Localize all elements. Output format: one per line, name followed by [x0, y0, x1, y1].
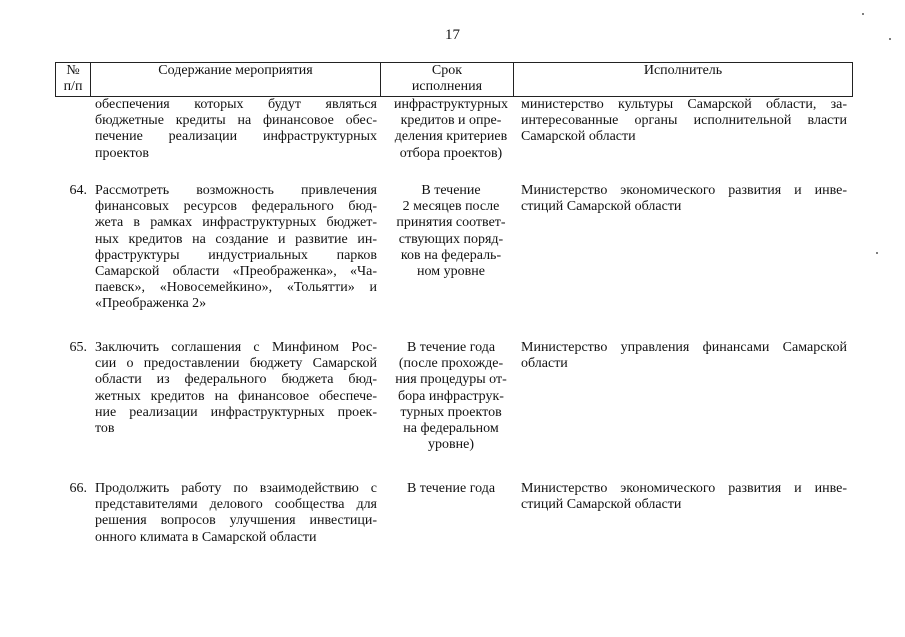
content-text-line: обеспечения которых будут являться — [95, 97, 377, 112]
term-text-line: инфраструктурных — [393, 97, 509, 112]
content-text-line: сии о предоставлении бюджету Самарской — [95, 356, 377, 372]
executor-text-line: стиций Самарской области — [521, 199, 682, 215]
content-text-line: бюджетные кредиты на финансовое обес- — [95, 113, 377, 129]
header-executor: Исполнитель — [514, 63, 853, 97]
row-number: 66. — [69, 481, 87, 496]
term-text-line: ном уровне — [417, 264, 485, 280]
term-text-line: ния процедуры от- — [395, 372, 507, 388]
scan-speck — [889, 38, 891, 40]
content-text-line: Заключить соглашения с Минфином Рос- — [95, 340, 377, 355]
term-text-line: В течение года — [406, 340, 496, 355]
term-text-line: турных проектов — [400, 404, 502, 420]
term-text — [389, 340, 513, 453]
header-term-line: исполнения — [411, 79, 483, 94]
executor-text-line: интересованные органы исполнительной власти — [521, 113, 847, 129]
executor-text-line: Самарской области — [521, 129, 636, 145]
term-text-line: ствующих поряд- — [398, 231, 504, 247]
table-header — [55, 62, 853, 97]
term-text-line: принятия соответ- — [396, 215, 506, 231]
term-text-line: на федеральном — [403, 421, 499, 437]
term-text — [389, 183, 513, 280]
content-text-line: жетных кредитов на финансовое обеспече- — [95, 388, 377, 404]
content-text-line: онного климата в Самарской области — [95, 529, 317, 545]
content-text — [95, 183, 377, 313]
content-text-line: финансовых ресурсов федерального бюд- — [95, 199, 377, 215]
row-number: 64. — [69, 183, 87, 198]
content-text-line: представителями делового сообщества для — [95, 497, 377, 513]
content-text-line: проектов — [95, 145, 150, 161]
executor-text — [521, 183, 847, 215]
content-text-line: решения вопросов улучшения инвестици- — [95, 513, 377, 529]
term-text-line: отбора проектов) — [399, 145, 503, 161]
executor-text-line: Министерство управления финансами Самарской — [521, 340, 847, 355]
term-text-line: уровне) — [428, 437, 474, 453]
content-text-line: области из федерального бюджета бюд- — [95, 372, 377, 388]
term-text — [389, 97, 513, 162]
executor-text-line: Министерство экономического развития и инве- — [521, 183, 847, 198]
row-number: 65. — [69, 340, 87, 355]
header-num — [56, 63, 91, 97]
executor-text-line: Министерство экономического развития и инве- — [521, 481, 847, 496]
content-text-line: тов — [95, 421, 115, 437]
content-text — [95, 481, 377, 546]
content-text — [95, 340, 377, 437]
header-content: Содержание мероприятия — [91, 63, 381, 97]
content-text-line: паевск», «Новосемейкино», «Тольятти» и — [95, 280, 377, 296]
content-text-line: Самарской области «Преображенка», «Ча- — [95, 264, 377, 280]
content-text-line: фраструктуры индустриальных парков — [95, 247, 377, 263]
executor-text — [521, 97, 847, 146]
term-text — [389, 481, 513, 497]
content-text-line: ние реализации инфраструктурных проек- — [95, 404, 377, 420]
executor-text-line: министерство культуры Самарской области, за- — [521, 97, 847, 112]
content-text-line: «Преображенка 2» — [95, 296, 207, 312]
scan-speck — [876, 252, 878, 254]
content-text-line: жета в рамках инфраструктурных бюджет- — [95, 215, 377, 231]
header-term — [381, 63, 514, 97]
executor-text-line: стиций Самарской области — [521, 497, 682, 513]
header-term-line: Срок — [431, 63, 463, 78]
header-num-line: № — [66, 63, 80, 78]
executor-text — [521, 340, 847, 372]
content-text — [95, 97, 377, 162]
content-text-line: ных кредитов на создание и развитие ин- — [95, 231, 377, 247]
content-text-line: Продолжить работу по взаимодействию с — [95, 481, 377, 496]
term-text-line: (после прохожде- — [398, 356, 504, 372]
term-text-line: бора инфраструк- — [398, 388, 504, 404]
term-text-line: кредитов и опре- — [400, 113, 502, 129]
header-num-line: п/п — [63, 79, 83, 94]
term-text-line: 2 месяцев после — [402, 199, 500, 215]
scan-speck — [862, 13, 864, 15]
page-number: 17 — [445, 27, 460, 43]
content-text-line: печение реализации инфраструктурных — [95, 129, 377, 145]
term-text-line: деления критериев — [394, 129, 508, 145]
executor-text — [521, 481, 847, 513]
executor-text-line: области — [521, 356, 568, 372]
content-text-line: Рассмотреть возможность привлечения — [95, 183, 377, 198]
term-text-line: В течение — [421, 183, 481, 198]
term-text-line: ков на федераль- — [400, 247, 502, 263]
term-text-line: В течение года — [406, 481, 496, 496]
